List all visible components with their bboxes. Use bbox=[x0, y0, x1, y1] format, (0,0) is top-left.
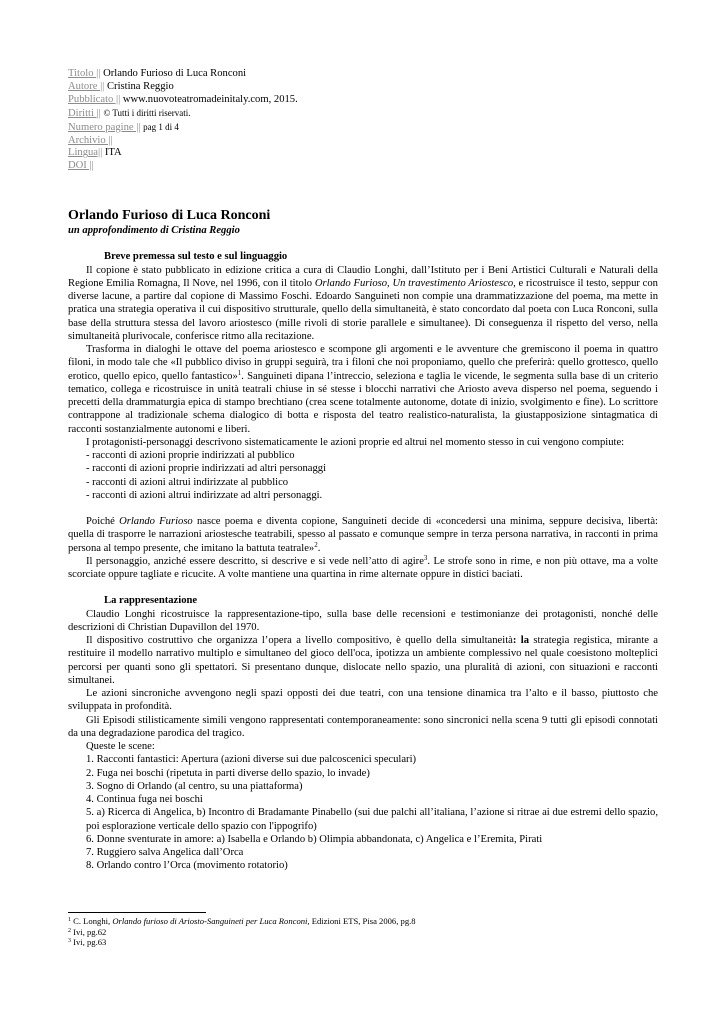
scene-list bbox=[68, 753, 658, 872]
list-item: - racconti di azioni altrui indirizzate al pubblico bbox=[86, 476, 289, 488]
meta-row-author bbox=[68, 81, 658, 94]
paragraph: Gli Episodi stilisticamente simili vengono rappresentati contemporaneamente: sono sincronici nella scena 9 tutti gli episodi connotati da una degradazione parodica del tragico. bbox=[68, 714, 658, 739]
list-item: 3. Sogno di Orlando (al centro, su una piattaforma) bbox=[86, 780, 303, 792]
meta-row-language bbox=[68, 147, 658, 160]
paragraph: Le azioni sincroniche avvengono negli spazi opposti dei due teatri, con una tensione dinamica tra l’alto e il basso, piuttosto che sviluppata in profondità. bbox=[68, 688, 658, 713]
meta-value: Orlando Furioso di Luca Ronconi bbox=[103, 68, 247, 79]
footnotes bbox=[68, 916, 658, 948]
meta-row-title bbox=[68, 68, 658, 81]
meta-value: www.nuovoteatromadeinitaly.com, 2015. bbox=[122, 93, 298, 105]
section-heading: La rappresentazione bbox=[104, 595, 198, 607]
paragraph: Poiché Orlando Furioso nasce poema e diventa copione, Sanguineti decide di «concedersi una minima, seppure decisiva, libertà: quella di trasporre le narrazioni ariostesche teatrabili, spesso al passato e comunque sempre in terza persona narrativa, in racconti in prima persona al tempo presente, che imitano la battuta teatrale»$^2$. bbox=[68, 516, 658, 554]
document-title: Orlando Furioso di Luca Ronconi bbox=[68, 208, 271, 224]
meta-row-archive bbox=[68, 135, 658, 148]
meta-value: Cristina Reggio bbox=[106, 80, 174, 92]
list-item: - racconti di azioni proprie indirizzati ad altri personaggi bbox=[86, 463, 327, 475]
meta-value: © Tutti i diritti riservati. bbox=[103, 107, 191, 118]
footnote: $^1$ C. Longhi, Orlando furioso di Ariosto-Sanguineti per Luca Ronconi, Edizioni ETS, Pisa 2006, pg.8 bbox=[68, 916, 416, 926]
paragraph: Claudio Longhi ricostruisce la rappresentazione-tipo, sulla base delle recensioni e testimonianze dei protagonisti, nonché delle descrizioni di Christian Dupavillon del 1970. bbox=[68, 608, 658, 633]
meta-row-rights bbox=[68, 107, 658, 121]
document-subtitle: un approfondimento di Cristina Reggio bbox=[68, 225, 240, 237]
footnote-ref[interactable]: 1 bbox=[237, 368, 242, 377]
paragraph: Il personaggio, anziché essere descritto, si descrive e si vede nell’atto di agire$^3$. Le strofe sono in rime, e non più ottave, ma a volte scorciate oppure tagliate e ricucite. A volte mantiene una quartina in rime alternate oppure in distici baciati. bbox=[68, 553, 658, 580]
footnote-ref[interactable]: 3 bbox=[423, 553, 428, 562]
meta-row-published bbox=[68, 94, 658, 107]
meta-label-link[interactable]: DOI || bbox=[68, 160, 94, 172]
list-item: 6. Donne sventurate in amore: a) Isabella e Orlando b) Olimpia abbandonata, c) Angelica e l’Eremita, Pirati bbox=[86, 833, 543, 845]
meta-row-pages bbox=[68, 121, 658, 135]
footnote-separator bbox=[68, 912, 206, 913]
footnote-ref[interactable]: 2 bbox=[314, 540, 318, 549]
list-item: 8. Orlando contro l’Orca (movimento rotatorio) bbox=[86, 860, 288, 872]
meta-label-link[interactable]: Pubblicato || bbox=[68, 93, 121, 105]
paragraph: Il dispositivo costruttivo che organizza l’opera a livello compositivo, è quello della simultaneità: la strategia registica, mirante a restituire il modello narrativo multiplo e simultaneo del gioco dell'oca, ipotizza un ambiente complessivo nel quale coesistono molteplici percorsi per quanti sono gli spettatori. Si presentano dunque, dislocate nello spazio, una pluralità di azioni, con situazioni e racconti simultanei. bbox=[68, 635, 659, 686]
section-heading: Breve premessa sul testo e sul linguaggio bbox=[104, 251, 288, 263]
meta-value: pag 1 di 4 bbox=[143, 121, 179, 132]
list-item: 4. Continua fuga nei boschi bbox=[86, 794, 203, 805]
meta-label-link[interactable]: Archivio || bbox=[68, 134, 113, 146]
paragraph: Il copione è stato pubblicato in edizione critica a cura di Claudio Longhi, dall’Istituto per i Beni Artistici Culturali e Naturali della Regione Emilia Romagna, Il Nove, nel 1996, con il titolo Orlando Furioso, Un travestimento Ariostesco, e ricostruisce il testo, seppur con diverse lacune, a partire dal copione di Massimo Foschi. Edoardo Sanguineti non compie una drammatizzazione del poema, ma mette in pratica una strategia operativa il cui dispositivo strutturale, quello della simultaneità, è stato concordato dal poeta con Luca Ronconi, sulla base della struttura stessa del lavoro ariostesco (mille rivoli di storie parallele e simultanee). Di conseguenza il rispetto del verso, nella simultaneità plurivocale, conferisce ritmo alla recitazione. bbox=[68, 264, 658, 342]
list-item: - racconti di azioni altrui indirizzate ad altri personaggi. bbox=[86, 489, 323, 501]
meta-label-link[interactable]: Lingua|| bbox=[68, 147, 103, 159]
list-item: - racconti di azioni proprie indirizzati al pubblico bbox=[86, 450, 295, 461]
meta-value: ITA bbox=[104, 147, 122, 159]
meta-label-link[interactable]: Diritti || bbox=[68, 107, 101, 119]
meta-label-link[interactable]: Numero pagine || bbox=[68, 121, 141, 133]
meta-row-doi bbox=[68, 160, 658, 173]
meta-label-link[interactable]: Titolo || bbox=[68, 68, 101, 79]
action-list bbox=[68, 449, 658, 502]
list-item: 5. a) Ricerca di Angelica, b) Incontro di Bradamante Pinabello (sui due palchi all’italiana, l’azione si ritrae ai due estremi dello spazio, poi esplorazione verticale dello spazio con l'ippogrifo) bbox=[86, 807, 658, 832]
paragraph: I protagonisti-personaggi descrivono sistematicamente le azioni proprie ed altrui nel momento stesso in cui vengono compiute: bbox=[86, 436, 625, 448]
paragraph: Queste le scene: bbox=[86, 741, 155, 752]
document-page bbox=[68, 68, 658, 873]
meta-label-link[interactable]: Autore || bbox=[68, 80, 105, 92]
metadata-block bbox=[68, 68, 658, 173]
footnote: $^3$ Ivi, pg.63 bbox=[68, 937, 107, 948]
list-item: 2. Fuga nei boschi (ripetuta in parti diverse dello spazio, lo invade) bbox=[86, 767, 370, 779]
document-body bbox=[68, 237, 658, 872]
list-item: 7. Ruggiero salva Angelica dall’Orca bbox=[86, 847, 244, 858]
list-item: 1. Racconti fantastici: Apertura (azioni diverse sui due palcoscenici speculari) bbox=[86, 754, 417, 766]
paragraph: Trasforma in dialoghi le ottave del poema ariostesco e scompone gli argomenti e le avventure che gremiscono il poema in quattro filoni, in modo tale che «Il pubblico diviso in gruppi seguirà, tra i filoni che noi proponiamo, quello che preferirà: quello grottesco, quello erotico, quello epico, quello fantastico»$^1$. Sanguineti dipana l’intreccio, seleziona e taglia le vicende, le segmenta sulla base di un criterio tematico, collega e ricostruisce in unità teatrali chiuse in sé stesse i blocchi narrativi che Ariosto aveva disperso nel poema, seguendo i precetti della drammaturgia epica di stampo brechtiano (crea scene totalmente autonome, dotate di inizio, svolgimento e fine). Lo scrittore contrappone al tradizionale schema dialogico di botta e risposta del teatro realistico-naturalista, la giustapposizione sintagmatica di racconti sostanzialmente autonomi e liberi. bbox=[68, 344, 658, 435]
footnote: $^2$ Ivi, pg.62 bbox=[68, 926, 107, 937]
